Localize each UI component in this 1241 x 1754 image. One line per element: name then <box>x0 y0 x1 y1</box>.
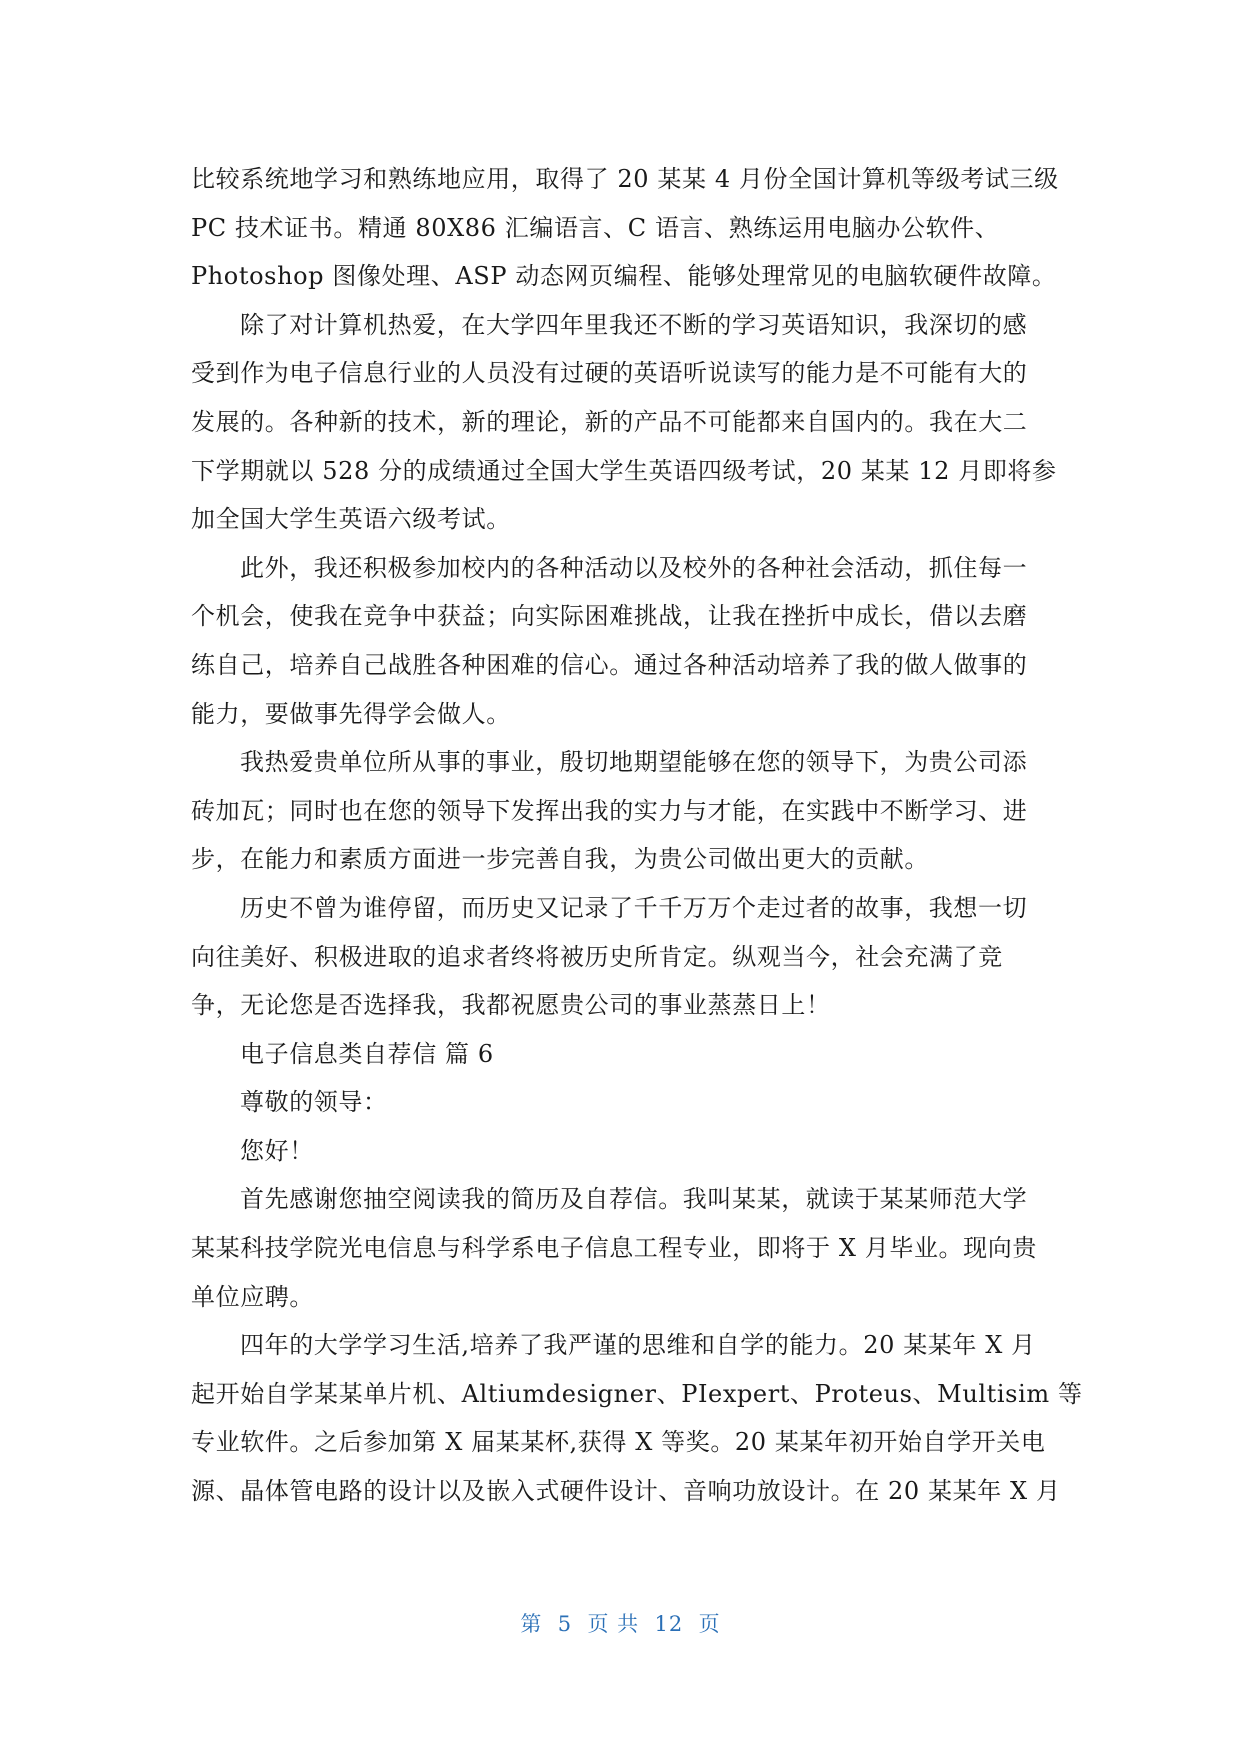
text-line: 能力，要做事先得学会做人。 <box>191 699 511 728</box>
text-line: 比较系统地学习和熟练地应用，取得了 20 某某 4 月份全国计算机等级考试三级 <box>191 165 1059 193</box>
text-line: 我热爱贵单位所从事的事业，殷切地期望能够在您的领导下，为贵公司添 <box>240 748 1028 777</box>
text-line: 下学期就以 528 分的成绩通过全国大学生英语四级考试，20 某某 12 月即将参 <box>191 456 1057 485</box>
text-line: 专业软件。之后参加第 X 届某某杯,获得 X 等奖。20 某某年初开始自学开关电 <box>191 1428 1046 1457</box>
text-line: 加全国大学生英语六级考试。 <box>191 505 511 534</box>
text-line: 除了对计算机热爱，在大学四年里我还不断的学习英语知识，我深切的感 <box>240 310 1028 339</box>
text-line: 电子信息类自荐信 篇 6 <box>240 1039 494 1068</box>
text-line: 此外，我还积极参加校内的各种活动以及校外的各种社会活动，抓住每一 <box>240 553 1028 582</box>
text-line: 尊敬的领导： <box>240 1088 388 1117</box>
page-number-footer: 第 5 页 共 12 页 <box>520 1612 721 1636</box>
text-line: 起开始自学某某单片机、Altiumdesigner、PIexpert、Proteus、Multisim 等 <box>191 1379 1083 1408</box>
text-line: 四年的大学学习生活,培养了我严谨的思维和自学的能力。20 某某年 X 月 <box>240 1331 1036 1360</box>
document-body <box>191 155 1083 1516</box>
text-line: 首先感谢您抽空阅读我的简历及自荐信。我叫某某，就读于某某师范大学 <box>240 1185 1028 1214</box>
text-line: 个机会，使我在竞争中获益；向实际困难挑战，让我在挫折中成长，借以去磨 <box>191 602 1028 631</box>
text-line: 步，在能力和素质方面进一步完善自我，为贵公司做出更大的贡献。 <box>191 845 929 874</box>
text-line: 单位应聘。 <box>191 1282 314 1311</box>
text-line: 练自己，培养自己战胜各种困难的信心。通过各种活动培养了我的做人做事的 <box>191 650 1028 679</box>
text-line: 源、晶体管电路的设计以及嵌入式硬件设计、音响功放设计。在 20 某某年 X 月 <box>191 1477 1061 1506</box>
text-line: 向往美好、积极进取的追求者终将被历史所肯定。纵观当今，社会充满了竞 <box>191 942 1003 971</box>
text-line: 争，无论您是否选择我，我都祝愿贵公司的事业蒸蒸日上！ <box>191 991 831 1020</box>
text-line: 受到作为电子信息行业的人员没有过硬的英语听说读写的能力是不可能有大的 <box>191 359 1028 388</box>
text-line: 您好！ <box>240 1136 314 1165</box>
text-line: 某某科技学院光电信息与科学系电子信息工程专业，即将于 X 月毕业。现向贵 <box>191 1234 1037 1263</box>
text-line: 砖加瓦；同时也在您的领导下发挥出我的实力与才能，在实践中不断学习、进 <box>191 796 1028 825</box>
text-line: Photoshop 图像处理、ASP 动态网页编程、能够处理常见的电脑软硬件故障。 <box>191 262 1057 291</box>
text-line: 发展的。各种新的技术，新的理论，新的产品不可能都来自国内的。我在大二 <box>191 407 1028 436</box>
text-line: PC 技术证书。精通 80X86 汇编语言、C 语言、熟练运用电脑办公软件、 <box>191 213 1000 242</box>
text-line: 历史不曾为谁停留，而历史又记录了千千万万个走过者的故事，我想一切 <box>240 893 1028 922</box>
